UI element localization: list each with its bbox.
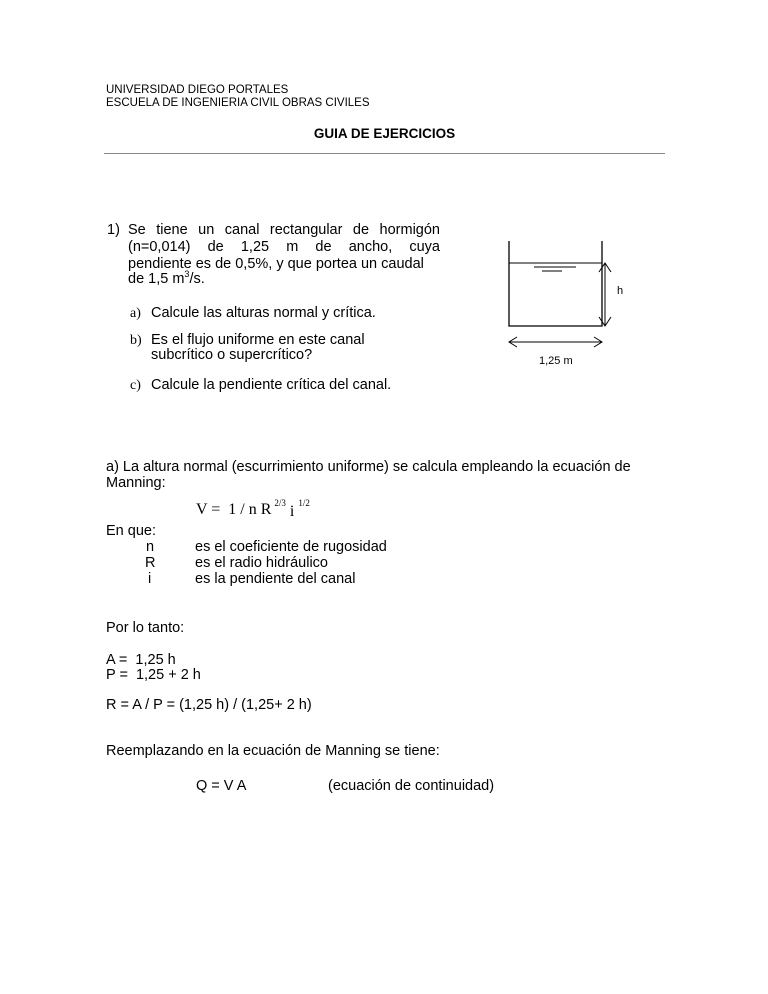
def-text-i: es la pendiente del canal — [195, 571, 356, 587]
continuity-note: (ecuación de continuidad) — [328, 778, 495, 794]
solution-intro-line-2: Manning: — [106, 475, 166, 491]
continuity-equation: Q = V A — [196, 778, 247, 794]
radius-equation: R = A / P = (1,25 h) / (1,25+ 2 h) — [106, 697, 312, 713]
item-a-label: a) — [130, 306, 141, 321]
item-c-label: c) — [130, 378, 141, 393]
def-text-n: es el coeficiente de rugosidad — [195, 539, 387, 555]
problem-line-2: (n=0,014) de 1,25 m de ancho, cuya — [128, 239, 440, 255]
area-equation: A = 1,25 h — [106, 652, 176, 668]
where-label: En que: — [106, 523, 156, 539]
problem-line-4: de 1,5 $m^3/s$. — [128, 269, 205, 287]
problem-line-1: Se tiene un canal rectangular de hormigón — [128, 222, 440, 238]
university-name: UNIVERSIDAD DIEGO PORTALES — [106, 84, 289, 96]
def-symbol-i: i — [148, 571, 152, 587]
def-text-r: es el radio hidráulico — [195, 555, 328, 571]
width-label: 1,25 m — [539, 355, 573, 367]
item-b-label: b) — [130, 333, 142, 348]
school-name: ESCUELA DE INGENIERIA CIVIL OBRAS CIVILES — [106, 97, 370, 109]
solution-intro-line-1: a) La altura normal (escurrimiento uniforme) se calcula empleando la ecuación de — [106, 459, 631, 475]
header-divider — [104, 153, 665, 154]
def-symbol-n: n — [146, 539, 155, 555]
replace-sentence: Reemplazando en la ecuación de Manning se tiene: — [106, 743, 440, 759]
manning-equation: V = 1 / n R $^{2/3}i^{1/2}$ — [196, 497, 310, 520]
perimeter-equation: P = 1,25 + 2 h — [106, 667, 201, 683]
item-b-text-2: subcrítico o supercrítico? — [151, 347, 313, 363]
therefore-label: Por lo tanto: — [106, 620, 185, 636]
def-symbol-r: R — [145, 555, 156, 571]
item-c-text: Calcule la pendiente crítica del canal. — [151, 377, 392, 393]
problem-number: 1) — [107, 222, 120, 238]
document-title: GUIA DE EJERCICIOS — [313, 126, 456, 141]
height-label: h — [617, 285, 624, 297]
problem-line-3: pendiente es de 0,5%, y que portea un caudal — [128, 256, 424, 272]
item-a-text: Calcule las alturas normal y crítica. — [151, 305, 376, 321]
item-b-text-1: Es el flujo uniforme en este canal — [151, 332, 365, 348]
channel-walls — [509, 241, 602, 326]
